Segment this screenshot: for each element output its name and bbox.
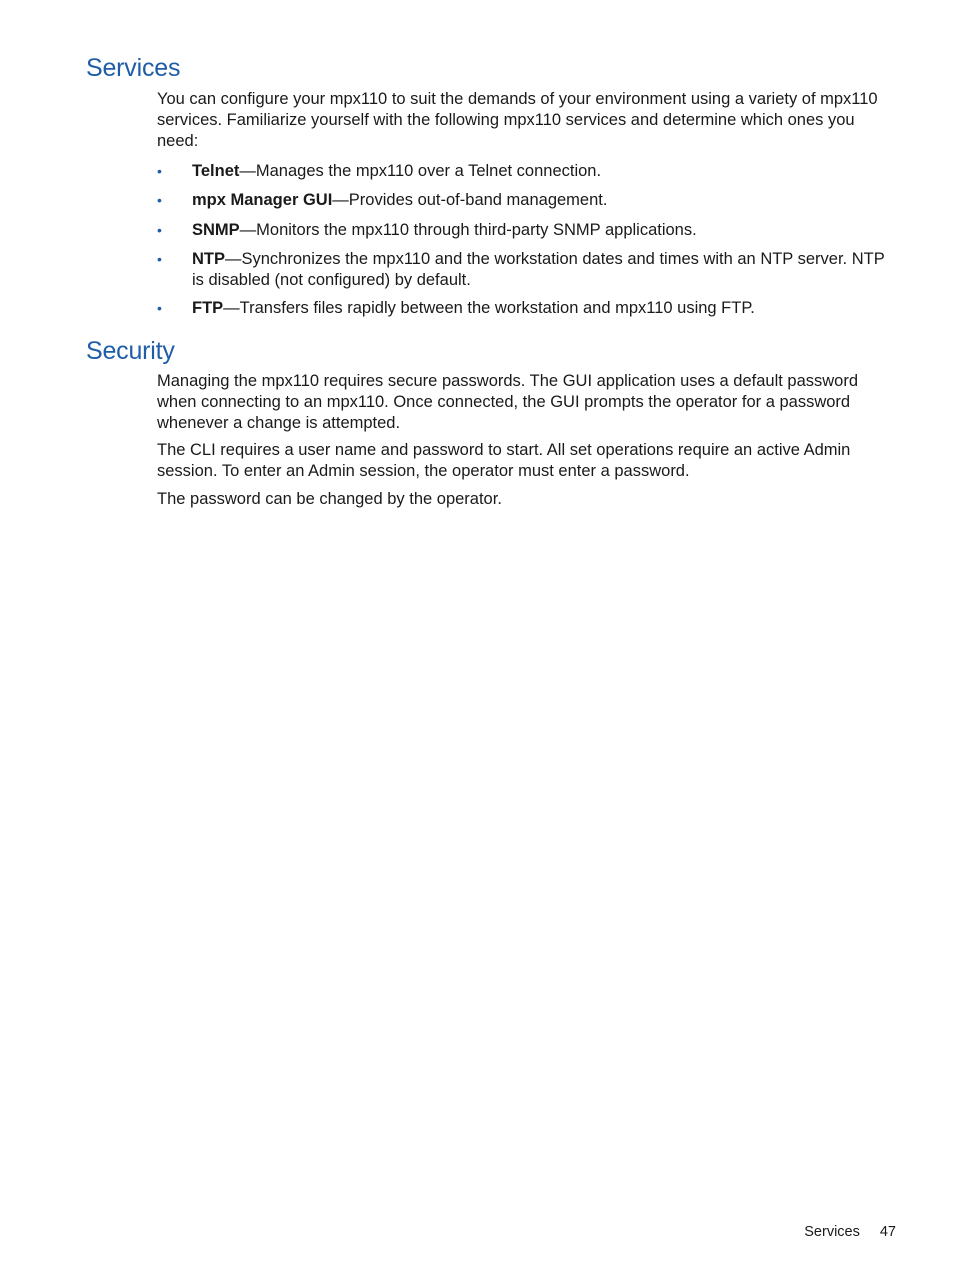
security-paragraph-3: The password can be changed by the operator. — [157, 490, 502, 508]
bullet-icon: • — [157, 192, 162, 208]
page-number: 47 — [879, 1224, 896, 1240]
list-item-term: FTP — [192, 299, 224, 317]
list-item-desc: —Manages the mpx110 over a Telnet connection. — [239, 162, 602, 180]
bullet-icon: • — [157, 222, 162, 238]
security-paragraph-1: Managing the mpx110 requires secure passwords. The GUI application uses a default password when connecting to an mpx110. Once connected, the GUI prompts the operator for a password whenever a change is attempted. — [157, 372, 859, 432]
footer-section-name: Services — [804, 1224, 860, 1240]
security-paragraph-2: The CLI requires a user name and password to start. All set operations require an active Admin session. To enter an Admin session, the operator must enter a password. — [157, 441, 851, 480]
list-item-term: Telnet — [192, 162, 240, 180]
list-item-text — [192, 249, 899, 291]
bullet-icon: • — [157, 300, 162, 316]
bullet-icon: • — [157, 251, 162, 267]
list-item-desc: —Monitors the mpx110 through third-party SNMP applications. — [239, 221, 697, 239]
list-item-term: SNMP — [192, 221, 240, 239]
list-item-text — [192, 298, 899, 319]
list-item-text — [192, 190, 899, 211]
list-item-desc: —Synchronizes the mpx110 and the workstation dates and times with an NTP server. NTP is disabled (not configured) by default. — [192, 250, 885, 289]
list-item-term: mpx Manager GUI — [192, 191, 333, 209]
list-item-term: NTP — [192, 250, 225, 268]
bullet-icon: • — [157, 163, 162, 179]
page-footer — [700, 1222, 896, 1242]
list-item-desc: —Transfers files rapidly between the workstation and mpx110 using FTP. — [223, 299, 755, 317]
services-heading: Services — [86, 54, 181, 82]
security-heading: Security — [86, 337, 175, 365]
list-item-text — [192, 161, 899, 182]
list-item-desc: —Provides out-of-band management. — [332, 191, 608, 209]
list-item-text — [192, 220, 899, 241]
services-intro: You can configure your mpx110 to suit the demands of your environment using a variety of mpx110 services. Familiarize yourself with the following mpx110 services and determine which ones you need: — [157, 90, 878, 150]
